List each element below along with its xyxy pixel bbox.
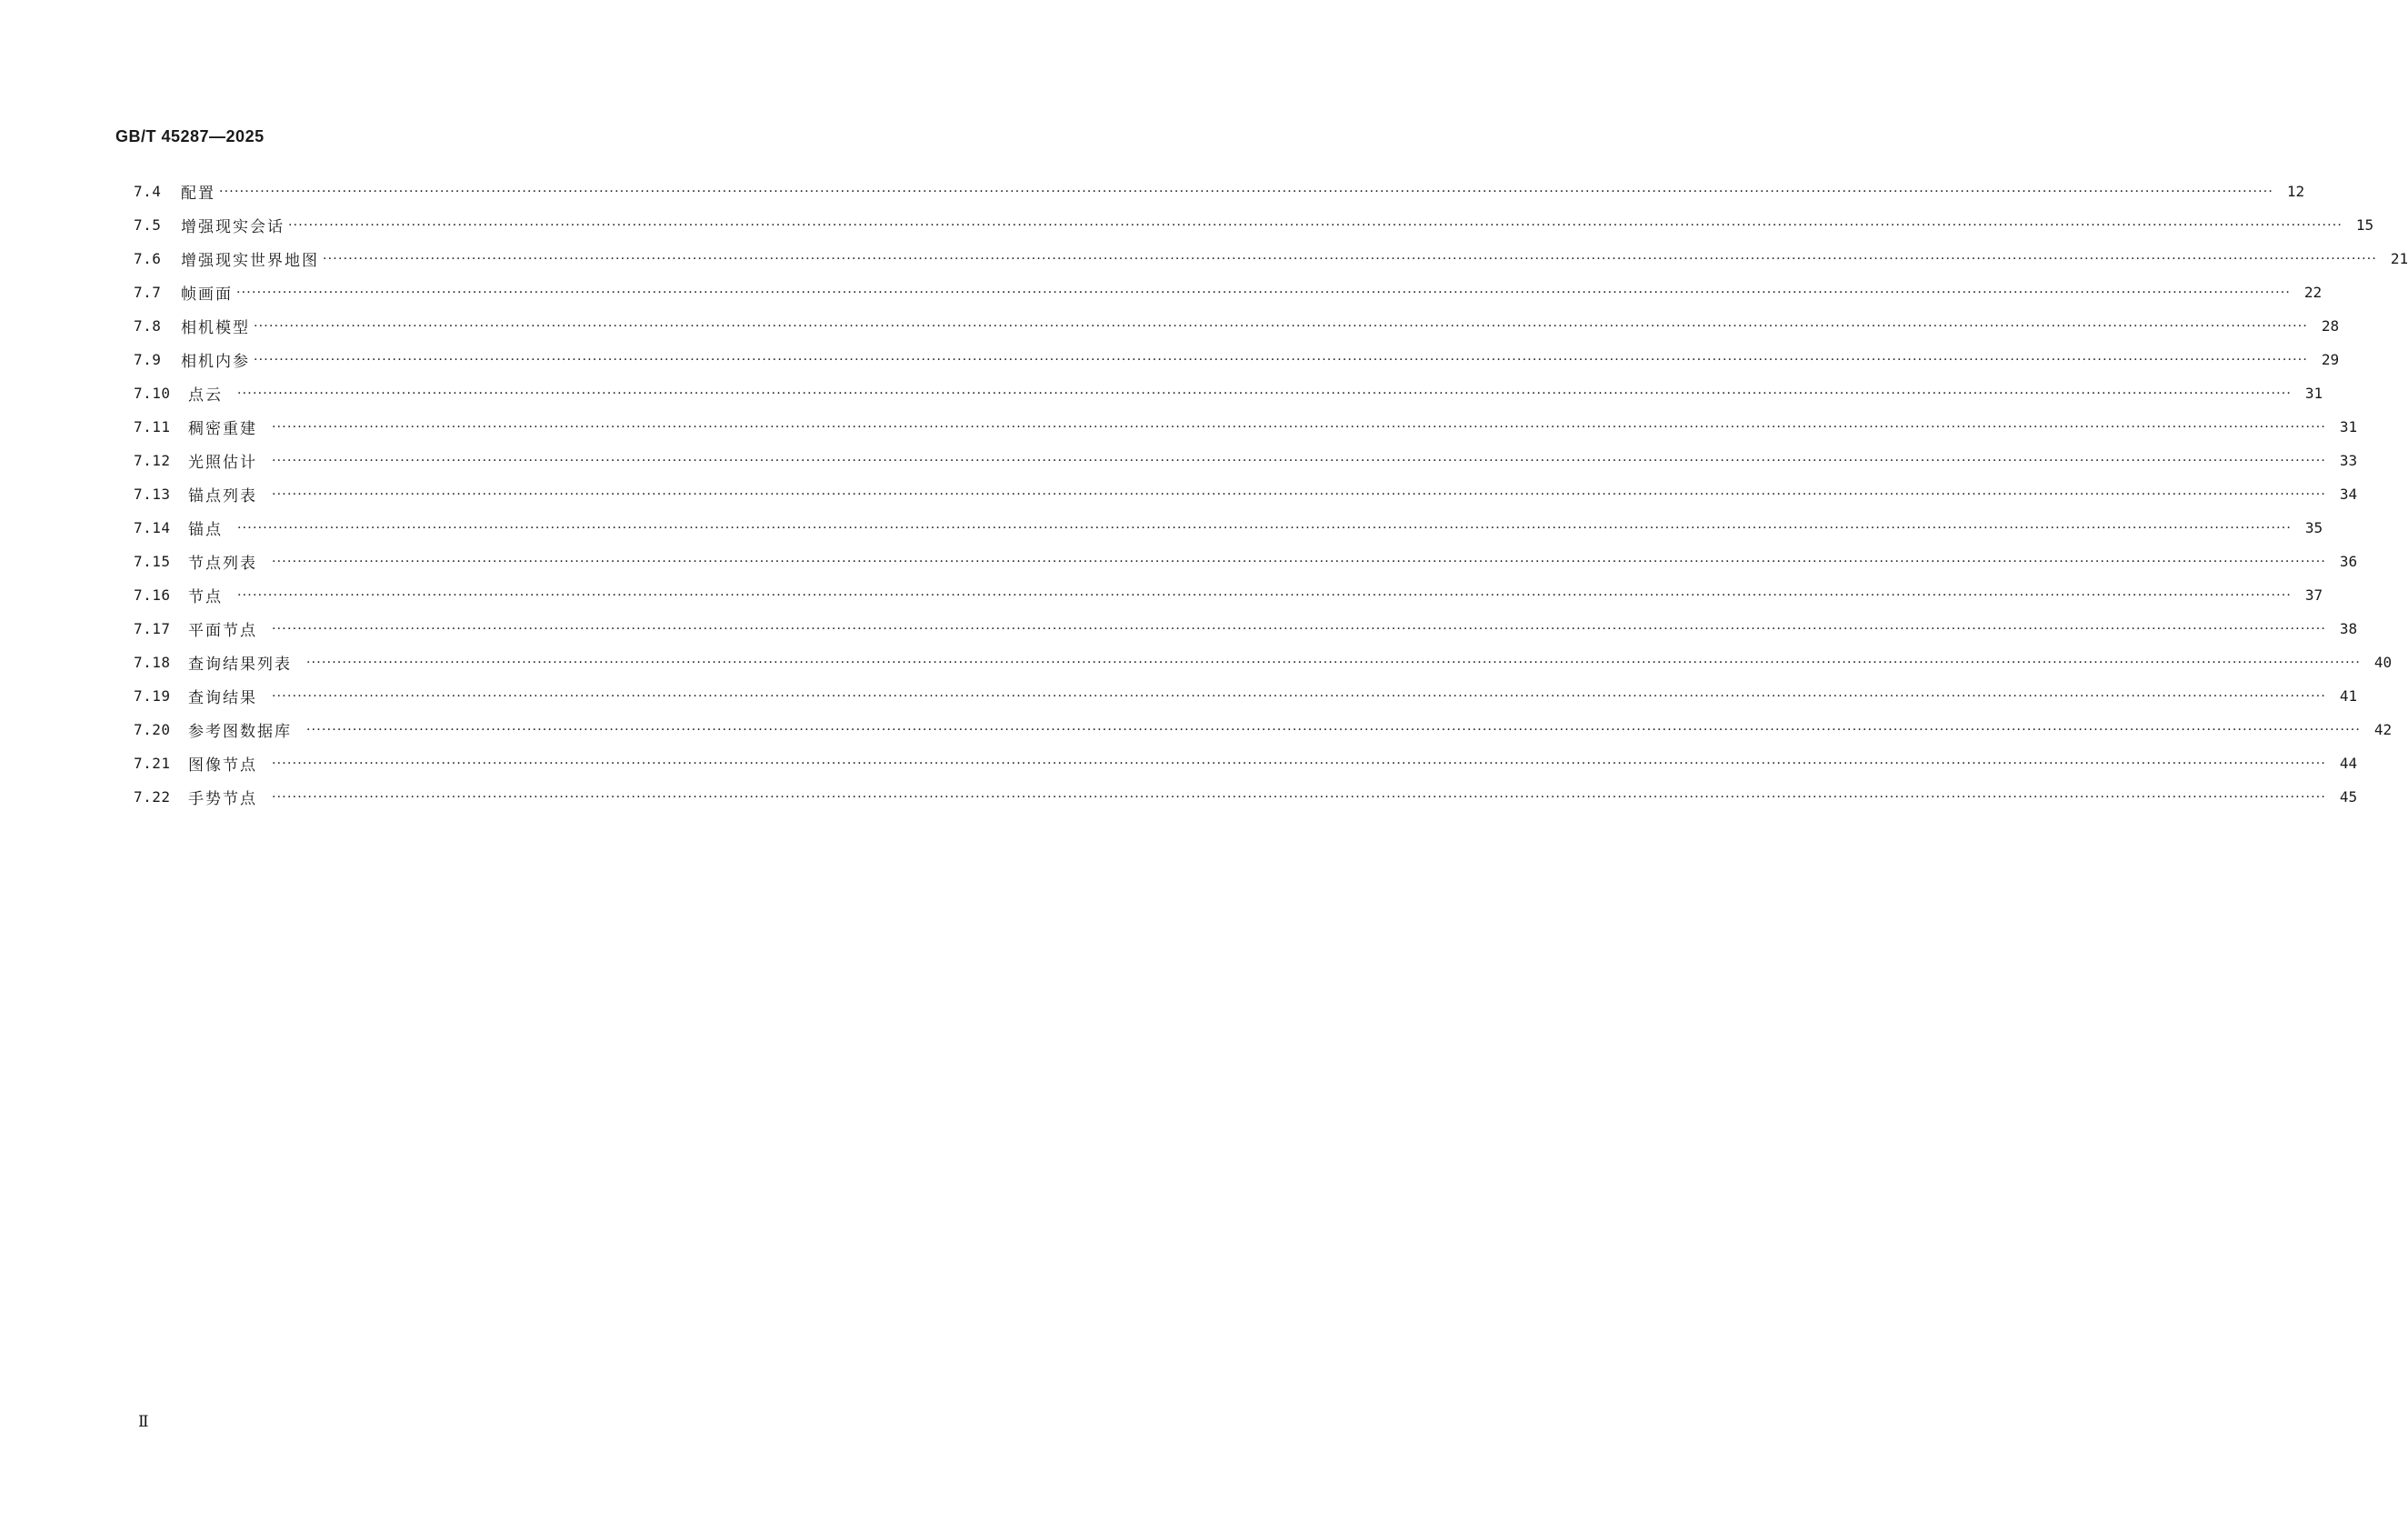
toc-entry-title: 节点 xyxy=(188,588,223,606)
toc-entry[interactable] xyxy=(134,780,2358,814)
toc-leader-dots: ················································································································································································································································································································································································································ xyxy=(272,453,2327,468)
toc-entry[interactable] xyxy=(134,309,2340,343)
toc-entry[interactable] xyxy=(134,343,2340,376)
toc-leader-dots: ················································································································································································································································································································································································································ xyxy=(272,621,2327,636)
toc-entry-page: 15 xyxy=(2355,216,2374,234)
toc-leader-dots: ················································································································································································································································································································································································································ xyxy=(272,789,2327,805)
toc-entry-number: 7.11 xyxy=(134,418,171,436)
toc-entry-number: 7.22 xyxy=(134,788,171,806)
toc-leader-dots: ················································································································································································································································································································································································································ xyxy=(306,722,2362,737)
toc-entry-page: 21 xyxy=(2390,250,2408,267)
toc-entry-title: 平面节点 xyxy=(188,622,257,640)
toc-entry-title: 手势节点 xyxy=(188,790,257,808)
toc-leader-dots: ················································································································································································································································································································································································································ xyxy=(237,386,2293,401)
toc-entry-page: 31 xyxy=(2304,385,2323,402)
toc-entry[interactable] xyxy=(134,612,2358,646)
toc-entry-title: 稠密重建 xyxy=(188,420,257,438)
table-of-contents xyxy=(134,175,2408,814)
toc-leader-dots: ················································································································································································································································································································································································································ xyxy=(236,285,2292,300)
toc-entry-number: 7.15 xyxy=(134,553,171,570)
toc-entry-title: 节点列表 xyxy=(188,555,257,573)
toc-leader-dots: ················································································································································································································································································································································································································ xyxy=(272,688,2327,704)
toc-entry-page: 36 xyxy=(2339,553,2358,570)
toc-leader-dots: ················································································································································································································································································································································································································ xyxy=(306,655,2362,670)
toc-entry-title: 光照估计 xyxy=(188,454,257,472)
toc-entry[interactable] xyxy=(134,175,2305,208)
toc-entry-number: 7.13 xyxy=(134,486,171,503)
toc-entry[interactable] xyxy=(134,376,2323,410)
page-number: Ⅱ xyxy=(138,1413,149,1431)
toc-entry-title: 增强现实会话 xyxy=(181,218,285,236)
toc-leader-dots: ················································································································································································································································································································································································································ xyxy=(288,217,2343,233)
toc-entry-page: 28 xyxy=(2321,317,2340,335)
toc-entry-title: 参考图数据库 xyxy=(188,723,292,741)
toc-entry-title: 图像节点 xyxy=(188,756,257,775)
toc-entry-title: 查询结果列表 xyxy=(188,656,292,674)
toc-entry-number: 7.20 xyxy=(134,721,171,738)
toc-entry-page: 35 xyxy=(2304,519,2323,536)
toc-leader-dots: ················································································································································································································································································································································································································ xyxy=(237,587,2293,603)
toc-entry-title: 相机内参 xyxy=(181,353,250,371)
toc-entry-number: 7.9 xyxy=(134,351,162,368)
toc-leader-dots: ················································································································································································································································································································································································································ xyxy=(219,184,2274,199)
toc-leader-dots: ················································································································································································································································································································································································································ xyxy=(272,486,2327,502)
toc-entry[interactable] xyxy=(134,646,2393,679)
toc-entry-number: 7.14 xyxy=(134,519,171,536)
toc-entry-title: 锚点 xyxy=(188,521,223,539)
toc-leader-dots: ················································································································································································································································································································································································································ xyxy=(272,419,2327,435)
toc-entry-page: 12 xyxy=(2286,183,2305,200)
toc-entry-title: 相机模型 xyxy=(181,319,250,337)
toc-entry[interactable] xyxy=(134,242,2408,275)
toc-entry-page: 37 xyxy=(2304,586,2323,604)
toc-entry[interactable] xyxy=(134,578,2323,612)
toc-entry-number: 7.6 xyxy=(134,250,162,267)
toc-entry-page: 31 xyxy=(2339,418,2358,436)
toc-entry-number: 7.16 xyxy=(134,586,171,604)
toc-entry-number: 7.12 xyxy=(134,452,171,469)
toc-entry-title: 点云 xyxy=(188,386,223,405)
toc-leader-dots: ················································································································································································································································································································································································································ xyxy=(254,318,2309,334)
toc-entry-title: 配置 xyxy=(181,185,215,203)
toc-leader-dots: ················································································································································································································································································································································································································ xyxy=(272,756,2327,771)
toc-entry-number: 7.19 xyxy=(134,687,171,705)
toc-entry-number: 7.8 xyxy=(134,317,162,335)
toc-entry[interactable] xyxy=(134,713,2393,746)
toc-entry-number: 7.10 xyxy=(134,385,171,402)
toc-entry-page: 29 xyxy=(2321,351,2340,368)
toc-entry-number: 7.5 xyxy=(134,216,162,234)
toc-entry-page: 41 xyxy=(2339,687,2358,705)
toc-entry-page: 45 xyxy=(2339,788,2358,806)
toc-entry-page: 22 xyxy=(2303,284,2323,301)
toc-entry[interactable] xyxy=(134,746,2358,780)
toc-entry-number: 7.7 xyxy=(134,284,162,301)
toc-leader-dots: ················································································································································································································································································································································································································ xyxy=(254,352,2309,367)
toc-entry[interactable] xyxy=(134,477,2358,511)
toc-entry[interactable] xyxy=(134,444,2358,477)
toc-leader-dots: ················································································································································································································································································································································································································ xyxy=(272,554,2327,569)
toc-entry-title: 帧画面 xyxy=(181,285,233,304)
toc-entry-number: 7.17 xyxy=(134,620,171,637)
toc-entry-number: 7.4 xyxy=(134,183,162,200)
toc-entry[interactable] xyxy=(134,511,2323,545)
toc-entry[interactable] xyxy=(134,208,2374,242)
toc-entry[interactable] xyxy=(134,679,2358,713)
toc-entry-title: 增强现实世界地图 xyxy=(181,252,319,270)
toc-entry-page: 33 xyxy=(2339,452,2358,469)
toc-entry-title: 查询结果 xyxy=(188,689,257,707)
toc-entry-page: 34 xyxy=(2339,486,2358,503)
toc-entry-number: 7.18 xyxy=(134,654,171,671)
toc-leader-dots: ················································································································································································································································································································································································································ xyxy=(323,251,2378,266)
toc-entry-page: 44 xyxy=(2339,755,2358,772)
toc-entry[interactable] xyxy=(134,545,2358,578)
toc-entry-title: 锚点列表 xyxy=(188,487,257,506)
standard-code-header: GB/T 45287—2025 xyxy=(115,127,265,145)
toc-entry-page: 38 xyxy=(2339,620,2358,637)
toc-entry[interactable] xyxy=(134,275,2323,309)
toc-entry-number: 7.21 xyxy=(134,755,171,772)
toc-leader-dots: ················································································································································································································································································································································································································ xyxy=(237,520,2293,536)
toc-entry-page: 40 xyxy=(2373,654,2393,671)
toc-entry[interactable] xyxy=(134,410,2358,444)
toc-entry-page: 42 xyxy=(2373,721,2393,738)
